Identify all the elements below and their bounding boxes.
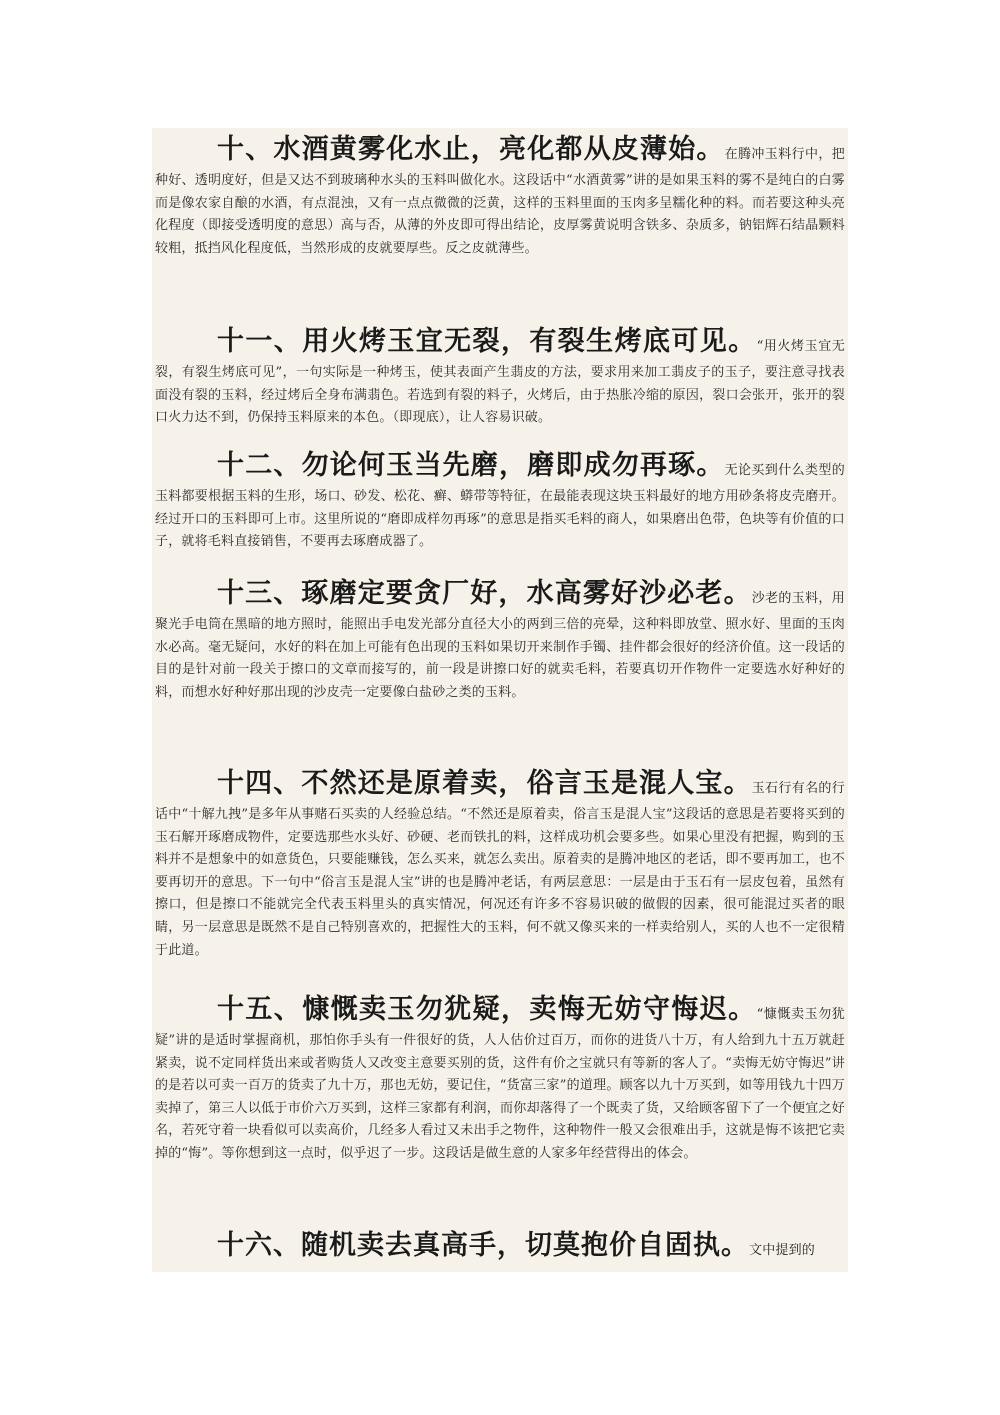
section-body-text: 勿犹疑”讲的是适时掌握商机，那怕你手头有一件很好的货，人人估价过百万，而你的进货八十万，有人给到九十五万就赶紧卖，说不定同样货出来或者购货人又改变主意要买别的货，这件有价之宝就只有等新的客人了。“卖悔无妨守悔迟”讲的是若以可卖一百万的货卖了九十万，那也无妨，要记住，“货富三家”的道理。顾客以九十万买到，如等用钱九十四万卖掉了，第三人以低于市价六万买到，这样三家都有利润，而你却落得了一个既卖了货，又给顾客留下了一个便宜之好名，若死守着一块看似可以卖高价，几经多人看过又未出手之物件，这种物件一般又会很难出手，这就是悔不该把它卖掉的“悔”。等你想到这一点时，似乎迟了一步。这段话是做生意的人家多年经营得出的体会。 (155, 1007, 846, 1161)
section-lead-text: 文中提到的 (749, 1243, 816, 1258)
section-12 (152, 446, 848, 554)
section-body-text: 类型的玉料都要根据玉料的生形，场口、砂发、松花、癣、蟒带等特征，在最能表现这块玉料最好的地方用砂条将皮壳磨开。经过开口的玉料即可上市。这里所说的“磨即成样勿再琢”的意思是指买毛料的商人，如果磨出色带，色块等有价值的口子，就将毛料直接销售，不要再去琢磨成器了。 (155, 463, 845, 550)
section-heading: 十、水酒黄雾化水止，亮化都从皮薄始。 (217, 134, 725, 165)
section-heading: 十六、随机卖去真高手，切莫抱价自固执。 (217, 1230, 749, 1261)
section-heading: 十五、慷慨卖玉勿犹疑，卖悔无妨守悔迟。 (217, 994, 757, 1025)
section-14 (152, 764, 848, 962)
section-16 (152, 1226, 848, 1266)
section-13 (152, 574, 848, 704)
section-10 (152, 130, 848, 260)
section-lead-text: 无论买到什么 (724, 463, 805, 478)
section-heading: 十四、不然还是原着卖，俗言玉是混人宝。 (217, 768, 752, 799)
section-body-text: 中，把种好、透明度好，但是又达不到玻璃种水头的玉料叫做化水。这段话中“水酒黄雾”讲的是如果玉料的雾不是纯白的白雾而是像农家自酿的水酒，有点混浊，又有一点点微微的泛黄，这样的玉料里面的玉肉多呈糯化种的料。而若要这种头亮化程度（即接受透明度的意思）高与否，从薄的外皮即可得出结论，皮厚雾黄说明含铁多、杂质多，钠铝辉石结晶颗料较粗，抵挡风化程度低，当然形成的皮就要厚些。反之皮就薄些。 (155, 147, 845, 256)
section-heading: 十三、琢磨定要贪厂好，水高雾好沙必老。 (217, 578, 752, 609)
section-15 (152, 990, 848, 1166)
section-lead-text: 沙老的玉 (751, 591, 806, 606)
section-body-text: 料，用聚光手电筒在黑暗的地方照时，能照出手电发光部分直径大小的两到三倍的亮晕，这种料即放堂、照水好、里面的玉肉水必高。毫无疑问，水好的料在加上可能有色出现的玉料如果切开来制作手镯、挂件都会很好的经济价值。这一段话的目的是针对前一段关于擦口的文章而接写的，前一段是讲擦口好的就卖毛料，若要真切开作物件一定要选水好种好的料，而想水好种好那出现的沙皮壳一定要像白盐砂之类的玉料。 (155, 591, 845, 700)
section-lead-text: 玉石行有 (751, 781, 806, 796)
section-lead-text: “用火烤 (756, 339, 805, 354)
section-heading: 十一、用火烤玉宜无裂，有裂生烤底可见。 (217, 326, 757, 357)
section-lead-text: 在腾冲玉料行 (724, 147, 805, 162)
section-11 (152, 322, 848, 430)
section-body-text: 名的行话中“十解九拽”是多年从事赌石买卖的人经验总结。“不然还是原着卖，俗言玉是混人宝”这段话的意思是若要将买到的玉石解开琢磨成物件，定要选那些水头好、砂硬、老而铁扎的料，这样成功机会要多些。如果心里没有把握，购到的玉料并不是想象中的如意货色，只要能赚钱，怎么买来，就怎么卖出。原着卖的是腾冲地区的老话，即不要再加工，也不要再切开的意思。下一句中“俗言玉是混人宝”讲的也是腾冲老话，有两层意思：一层是由于玉石有一层皮包着，虽然有擦口，但是擦口不能就完全代表玉料里头的真实情况，何况还有许多不容易识破的做假的因素，很可能混过买者的眼睛，另一层意思是既然不是自己特别喜欢的，把握性大的玉料，何不就又像买来的一样卖给别人，买的人也不一定很精于此道。 (155, 781, 845, 958)
document-page (152, 128, 848, 1272)
section-heading: 十二、勿论何玉当先磨，磨即成勿再琢。 (217, 450, 725, 481)
section-body-text: 玉宜无裂，有裂生烤底可见”，一句实际是一种烤玉，使其表面产生翡皮的方法，要求用来加工翡皮子的玉子，要注意寻找表面没有裂的玉料，经过烤后全身布满翡色。若选到有裂的料子，火烤后，由于热胀冷缩的原因，裂口会张开，张开的裂口火力达不到，仍保持玉料原来的本色。（即现底），让人容易识破。 (155, 339, 846, 426)
section-lead-text: “慷慨卖玉 (756, 1007, 819, 1022)
